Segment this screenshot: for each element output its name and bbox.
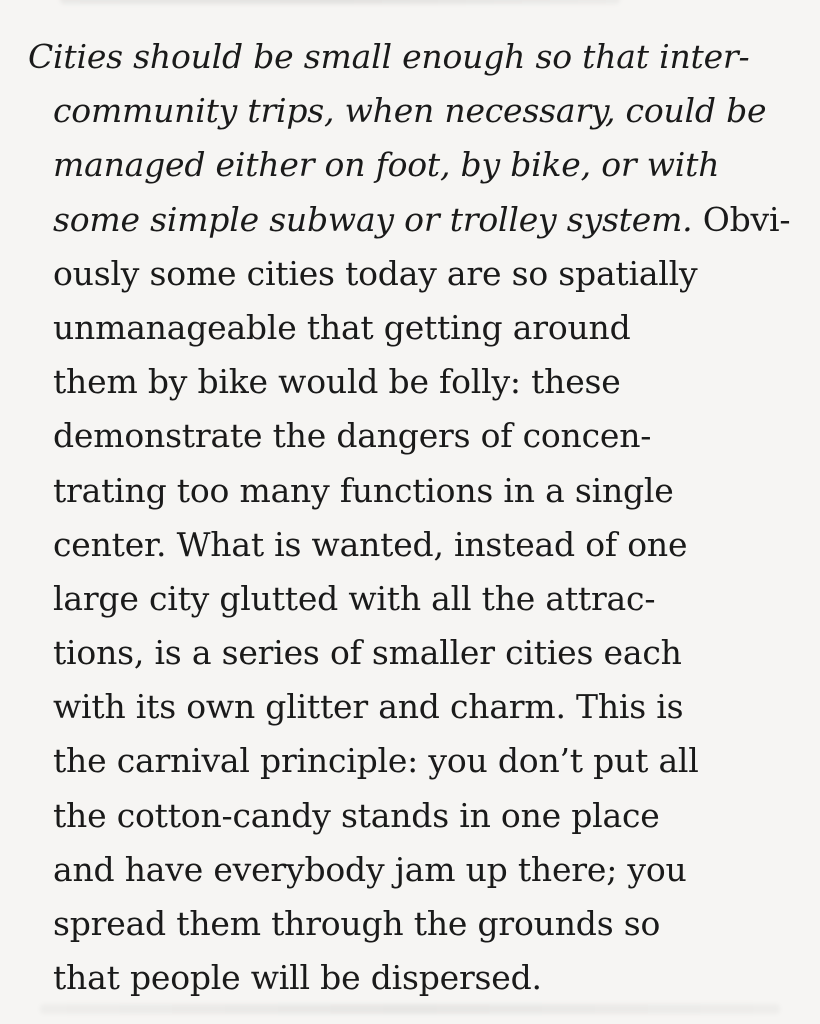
passage-text (0, 30, 820, 1005)
text-line-10: center. What is wanted, instead of one (53, 524, 688, 564)
text-line-4-italic-part: some simple subway or trolley system. (53, 199, 693, 239)
text-line-17: spread them through the grounds so (53, 904, 661, 943)
top-bleed-shadow (60, 0, 620, 4)
text-line-13: with its own glitter and charm. This is (53, 687, 684, 727)
text-line-12: tions, is a series of smaller cities each (53, 633, 682, 673)
text-line-3: managed either on foot, by bike, or with (53, 145, 720, 185)
text-line-16: and have everybody jam up there; you (53, 849, 687, 889)
text-line-11: large city glutted with all the attrac- (53, 578, 656, 618)
text-line-18: that people will be dispersed. (53, 958, 542, 998)
text-line-15: the cotton-candy stands in one place (53, 795, 660, 835)
bottom-bleed-shadow (40, 1004, 780, 1014)
text-line-4-roman-part: Obvi- (702, 199, 791, 239)
text-line-2: community trips, when necessary, could be (53, 91, 767, 131)
text-line-6: unmanageable that getting around (53, 307, 631, 347)
text-line-8: demonstrate the dangers of concen- (53, 416, 652, 456)
text-line-5: ously some cities today are so spatially (53, 253, 698, 293)
text-line-4 (0, 193, 820, 247)
text-line-1: Cities should be small enough so that inter- (28, 37, 750, 76)
text-line-9: trating too many functions in a single (53, 470, 674, 510)
text-line-7: them by bike would be folly: these (53, 362, 621, 402)
text-line-14: the carnival principle: you don’t put all (53, 741, 699, 781)
